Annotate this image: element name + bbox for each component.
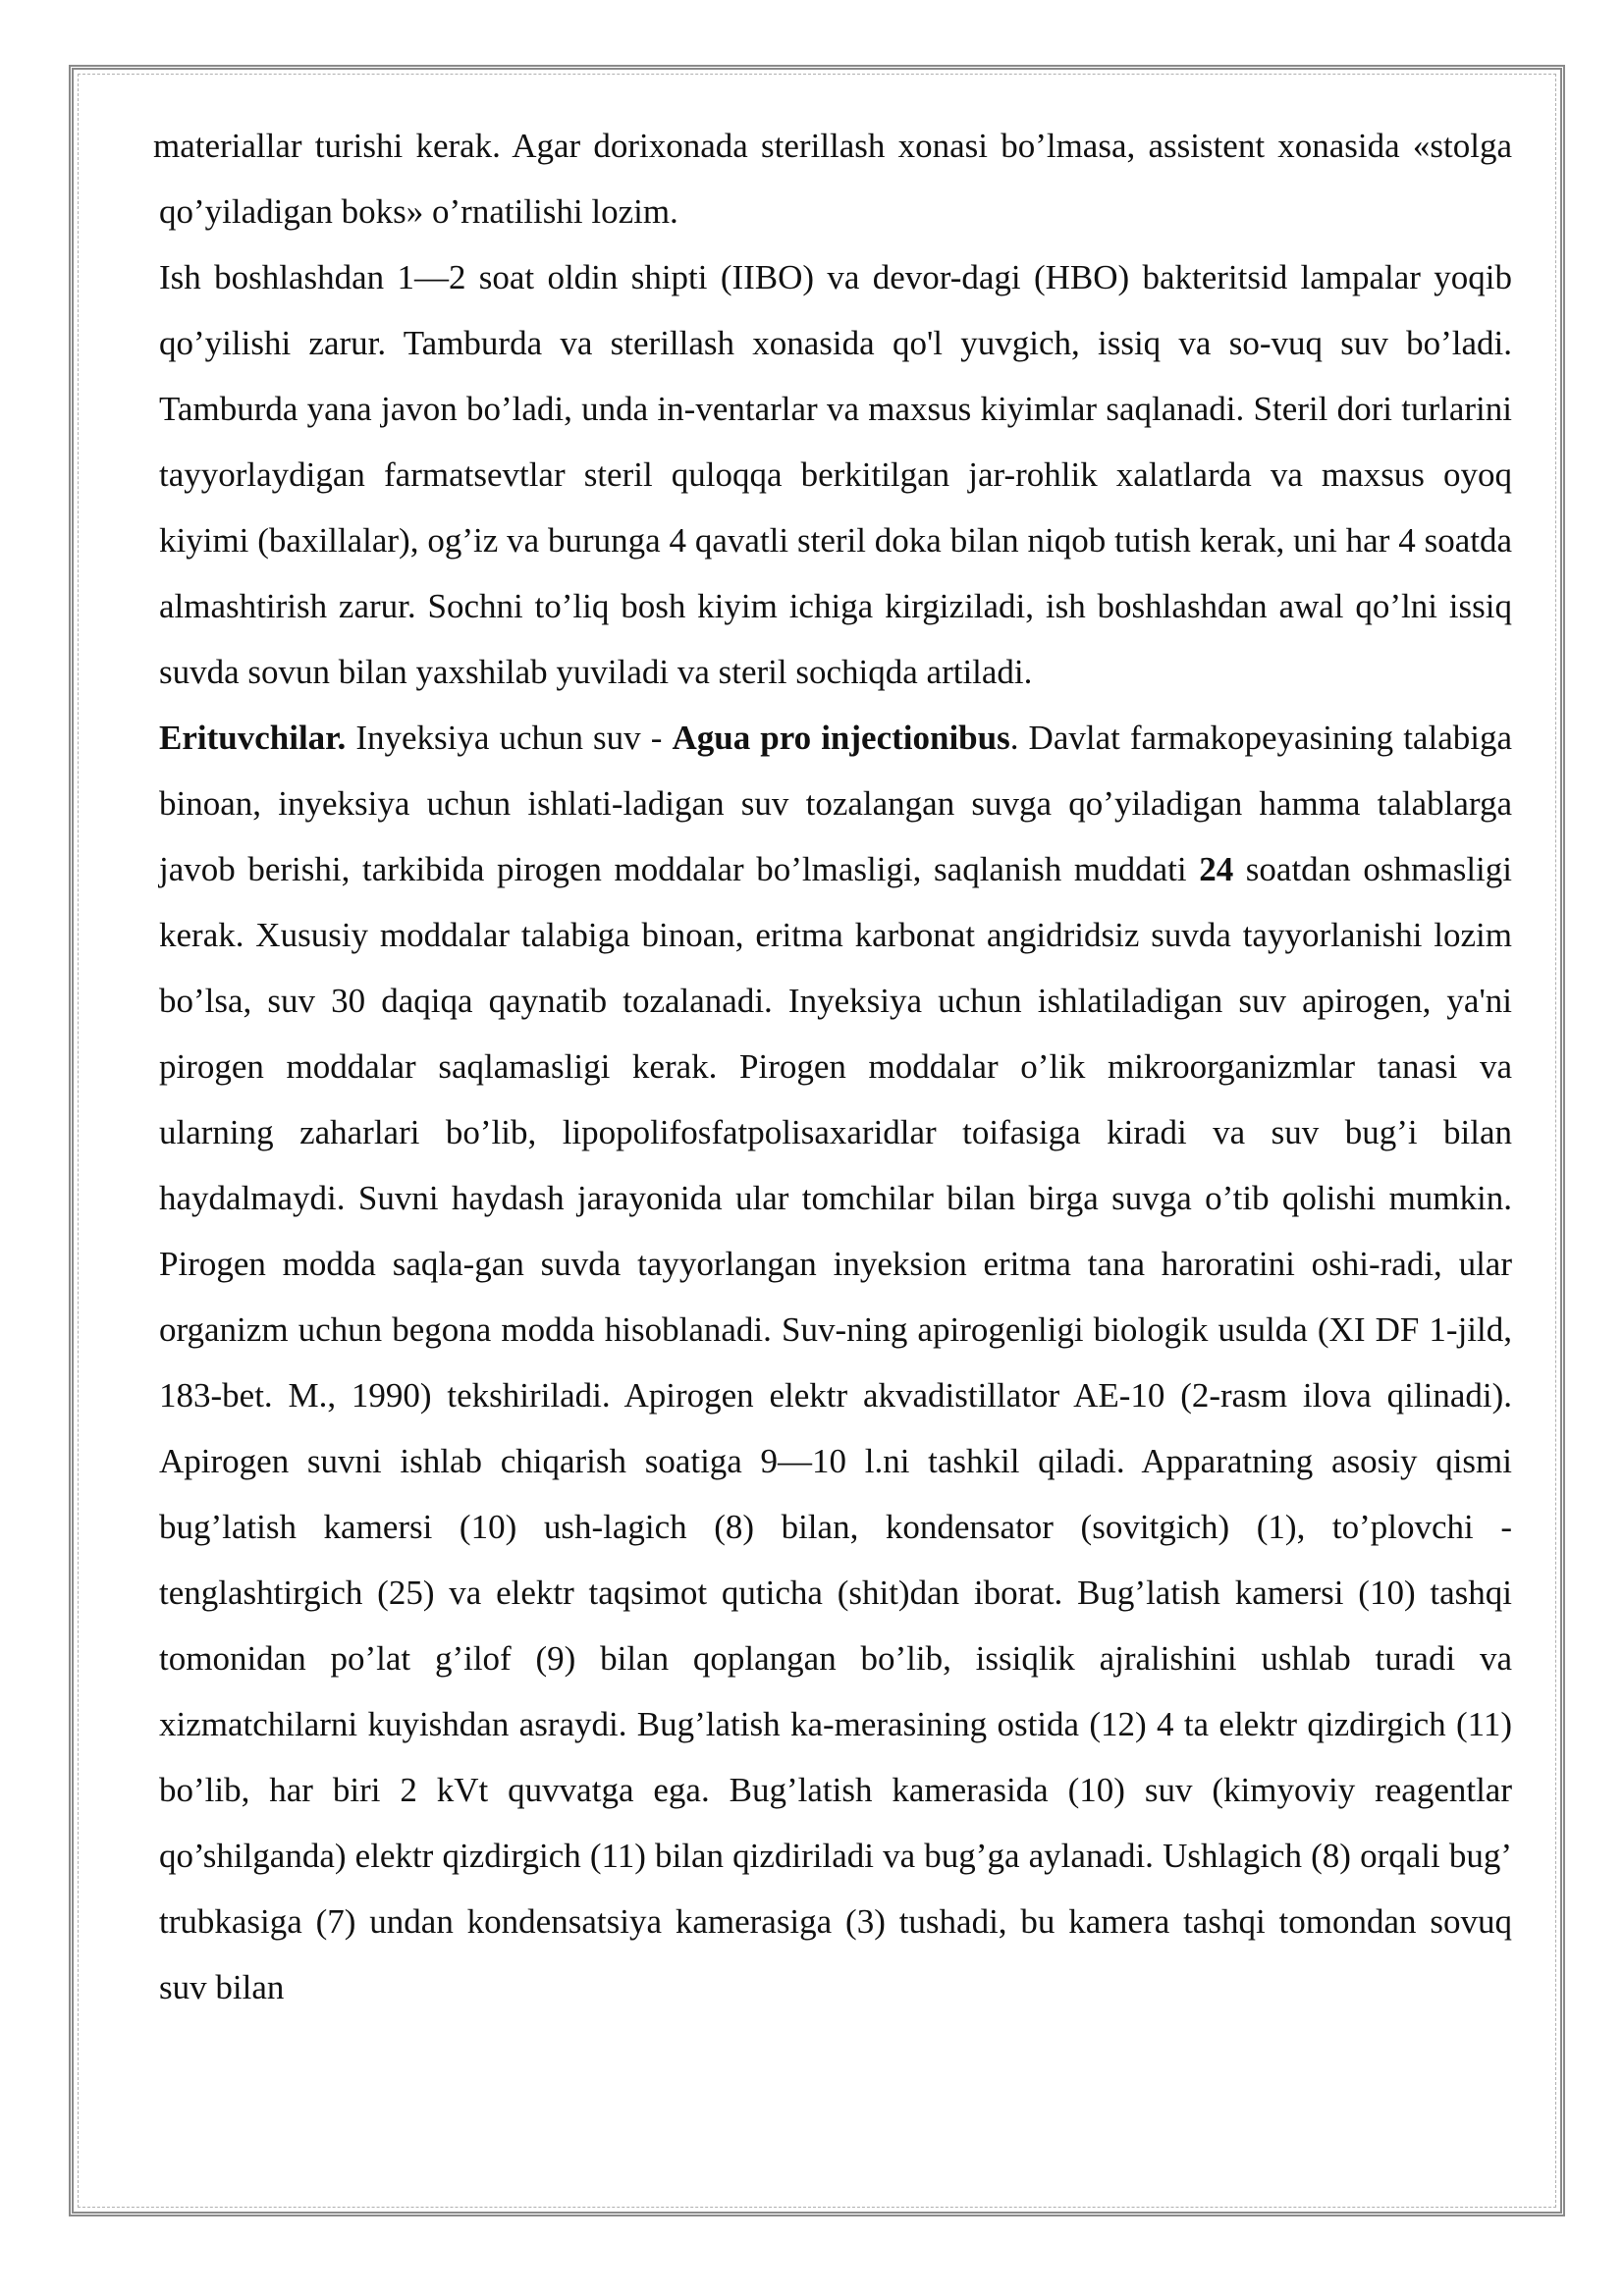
storage-hours-value: 24 xyxy=(1199,850,1234,888)
paragraph-2-text: Ish boshlashdan 1—2 soat oldin shipti (IIBO) va devor-dagi (HBO) bakteritsid lampalar yoqib qo’yilishi zarur. Tamburda va sterillash xonasida qo'l yuvgich, issiq va so-vuq suv bo’ladi. Tamburda yana javon bo’ladi, unda in-ventarlar va maxsus kiyimlar saqlanadi. Steril dori turlarini tayyorlaydigan farmatsevtlar steril quloqqa berkitilgan jar-rohlik xalatlarda va maxsus oyoq kiyimi (baxillalar), og’iz va burunga 4 qavatli steril doka bilan niqob tutish kerak, uni har 4 soatda almashtirish zarur. Sochni to’liq bosh kiyim ichiga kirgiziladi, ish boshlashdan awal qo’lni issiq suvda sovun bilan yaxshilab yuviladi va steril sochiqda artiladi. xyxy=(159,258,1512,691)
paragraph-1 xyxy=(153,113,1512,244)
paragraph-3-text-b: . Davlat farmakopeyasining talabiga binoan, inyeksiya uchun ishlati-ladigan suv tozalangan suvga qo’yiladigan hamma talablarga javob berishi, tarkibida pirogen moddalar bo’lmasligi, saqlanish muddati xyxy=(159,719,1512,888)
latin-term: Agua pro injectionibus xyxy=(672,719,1010,757)
document-body xyxy=(153,113,1512,2020)
paragraph-3-text-a: Inyeksiya uchun suv - xyxy=(346,719,673,757)
paragraph-3-text-c: soatdan oshmasligi kerak. Xususiy moddalar talabiga binoan, eritma karbonat angidridsiz suvda tayyorlanishi lozim bo’lsa, suv 30 daqiqa qaynatib tozalanadi. Inyeksiya uchun ishlatiladigan suv apirogen, ya'ni pirogen moddalar saqlamasligi kerak. Pirogen moddalar o’lik mikroorganizmlar tanasi va ularning zaharlari bo’lib, lipopolifosfatpolisaxaridlar toifasiga kiradi va suv bug’i bilan haydalmaydi. Suvni haydash jarayonida ular tomchilar bilan birga suvga o’tib qolishi mumkin. Pirogen modda saqla-gan suvda tayyorlangan inyeksion eritma tana haroratini oshi-radi, ular organizm uchun begona modda hisoblanadi. Suv-ning apirogenligi biologik usulda (XI DF 1-jild, 183-bet. M., 1990) tekshiriladi. Apirogen elektr akvadistillator AE-10 (2-rasm ilova qilinadi). Apirogen suvni ishlab chiqarish soatiga 9—10 l.ni tashkil qiladi. Apparatning asosiy qismi bug’latish kamersi (10) ush-lagich (8) bilan, kondensator (sovitgich) (1), to’plovchi -tenglashtirgich (25) va elektr taqsimot quticha (shit)dan iborat. Bug’latish kamersi (10) tashqi tomonidan po’lat g’ilof (9) bilan qoplangan bo’lib, issiqlik ajralishini ushlab turadi va xizmatchilarni kuyishdan asraydi. Bug’latish ka-merasining ostida (12) 4 ta elektr qizdirgich (11) bo’lib, har biri 2 kVt quvvatga ega. Bug’latish kamerasida (10) suv (kimyoviy reagentlar qo’shilganda) elektr qizdirgich (11) bilan qizdiriladi va bug’ga aylanadi. Ushlagich (8) orqali bug’ trubkasiga (7) undan kondensatsiya kamerasiga (3) tushadi, bu kamera tashqi tomondan sovuq suv bilan xyxy=(159,850,1512,2006)
paragraph-2 xyxy=(159,244,1512,705)
section-heading-erituvchilar: Erituvchilar. xyxy=(159,719,347,757)
paragraph-3 xyxy=(159,705,1512,2020)
paragraph-1-text: materiallar turishi kerak. Agar dorixonada sterillash xonasi bo’lmasa, assistent xonasida «stolga qo’yiladigan boks» o’rnatilishi lozim. xyxy=(153,127,1512,231)
